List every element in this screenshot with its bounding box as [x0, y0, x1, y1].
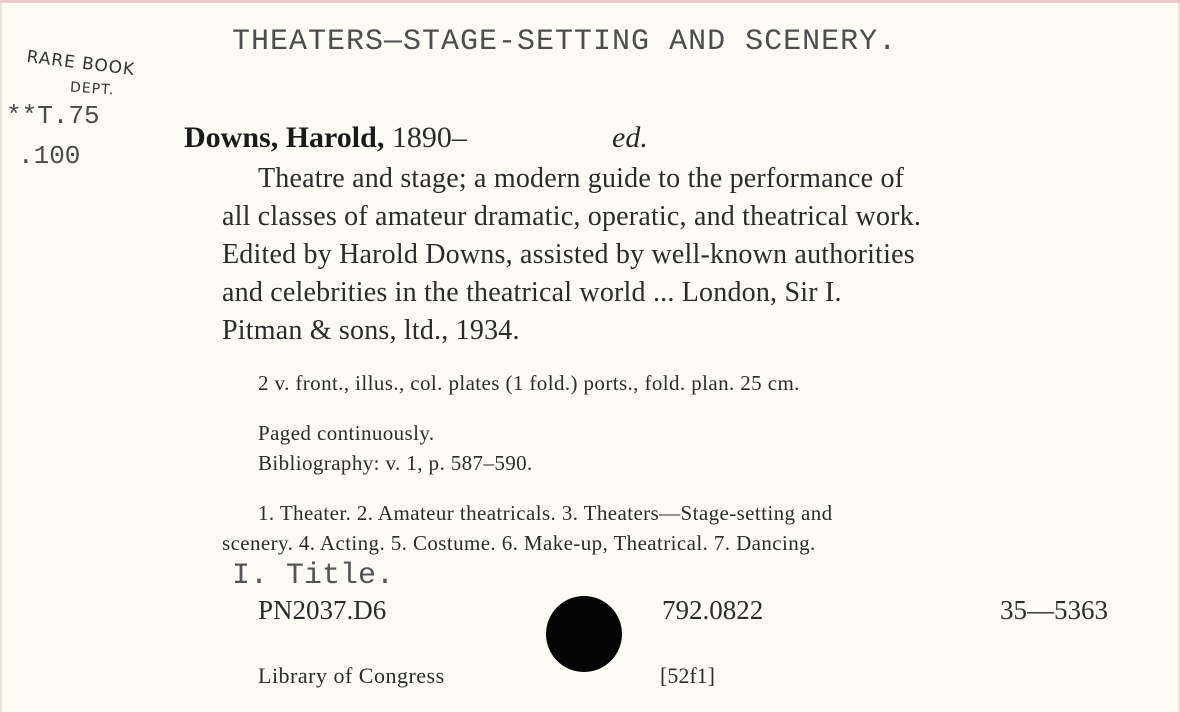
note: Paged continuously. [258, 421, 435, 445]
subject-tracing: 1. Theater. 2. Amateur theatricals. 3. Theaters—Stage-setting and [258, 501, 833, 525]
subject-heading: THEATERS—STAGE-SETTING AND SCENERY. [232, 25, 898, 59]
subject-tracing: scenery. 4. Acting. 5. Costume. 6. Make-up, Theatrical. 7. Dancing. [222, 531, 816, 555]
author-entry [184, 121, 467, 155]
dewey-number: 792.0822 [662, 595, 764, 625]
punch-hole [546, 596, 622, 672]
author-role: ed. [612, 121, 648, 154]
author-dates: 1890– [391, 121, 467, 154]
call-number-line1: **T.75 [6, 101, 100, 131]
location-stamp-line1: RARE BOOK [25, 47, 137, 81]
title-line: Theatre and stage; a modern guide to the performance of [258, 163, 905, 194]
location-stamp-line2: DEPT. [69, 79, 115, 99]
print-code: [52f1] [660, 663, 715, 688]
title-line: and celebrities in the theatrical world ... London, Sir I. [222, 277, 842, 308]
title-line: all classes of amateur dramatic, operatic, and theatrical work. [222, 201, 922, 232]
library-name: Library of Congress [258, 663, 445, 688]
title-line: Pitman & sons, ltd., 1934. [222, 315, 520, 346]
lc-call-number: PN2037.D6 [258, 595, 387, 625]
call-number-line2: .100 [18, 141, 81, 171]
title-line: Edited by Harold Downs, assisted by well-known authorities [222, 239, 915, 270]
collation: 2 v. front., illus., col. plates (1 fold.) ports., fold. plan. 25 cm. [258, 371, 800, 395]
card-number: 35—5363 [1000, 595, 1108, 625]
added-entry: I. Title. [232, 559, 395, 593]
note: Bibliography: v. 1, p. 587–590. [258, 451, 533, 475]
author-name: Downs, Harold, [184, 121, 385, 154]
